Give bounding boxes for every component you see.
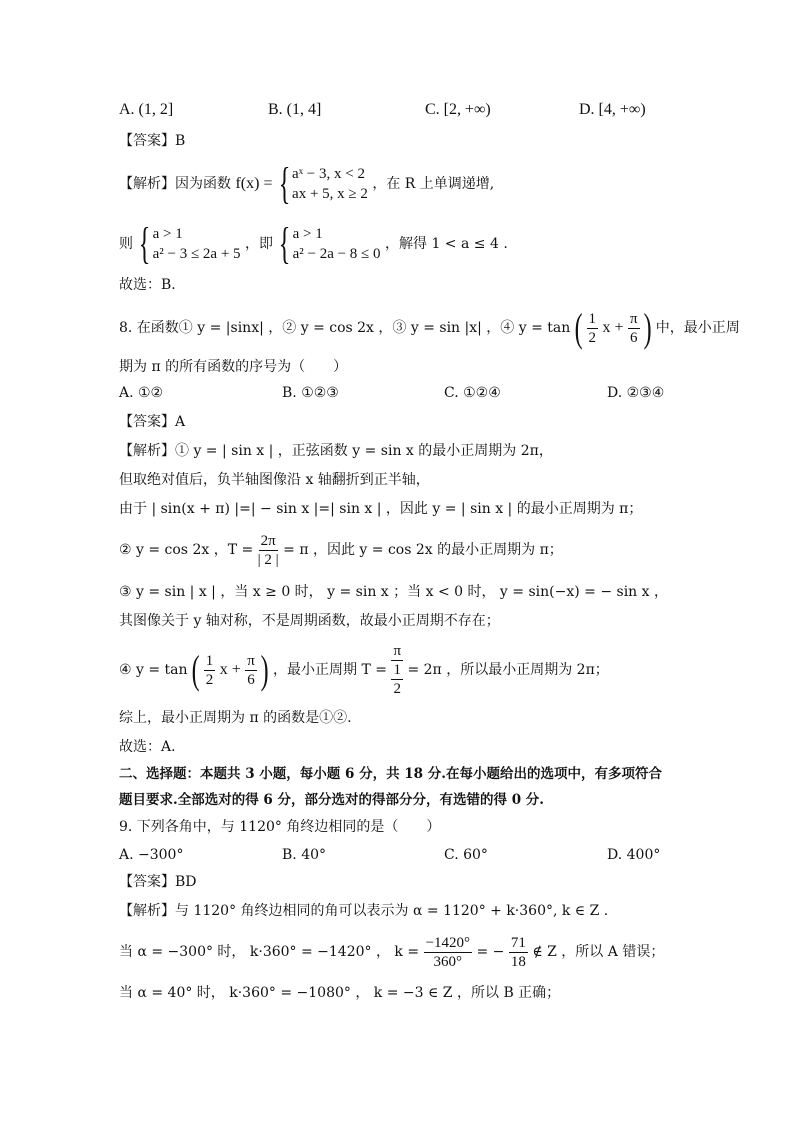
section2-line2: 题目要求.全部选对的得 6 分，部分选对的得部分分，有选错的得 0 分. <box>119 792 544 808</box>
q7-answer: 【答案】B <box>119 133 186 149</box>
q9-l2-a: 当 α = −300° 时， k·360° = −1420° ， k = <box>119 944 420 960</box>
q8-l7-tnum: π <box>393 643 402 659</box>
right-paren-icon: ) <box>260 647 269 692</box>
q7-result: ，解得 1 < a ≤ 4 . <box>385 236 508 252</box>
q7-sys1-row1: a > 1 <box>152 226 183 242</box>
q7-choose: 故选：B. <box>119 277 176 293</box>
q7-ji: ，即 <box>245 236 273 252</box>
q8-analysis-l1: 【解析】① y = | sin x | ，正弦函数 y = sin x 的最小正周期为 2π， <box>119 443 553 459</box>
q8-l4-num: 2π <box>260 532 276 549</box>
left-brace-icon: { <box>279 219 291 268</box>
q8-l7-tden-num: 1 <box>393 662 401 678</box>
q8-stem-tail: 中，最小正周 <box>655 320 740 336</box>
q8-l4-b: = π ，因此 y = cos 2x 的最小正周期为 π； <box>283 542 563 558</box>
q8-l7-frac-t <box>391 642 403 698</box>
left-paren-icon: ( <box>191 647 200 692</box>
q8-option-d: D. ②③④ <box>607 385 665 401</box>
q8-choose: 故选：A. <box>119 739 176 755</box>
q9-l2-eq: = − <box>476 944 505 960</box>
right-paren-icon: ) <box>643 305 652 350</box>
q8-stem-a: 8. 在函数① y = |sinx| ，② y = cos 2x ，③ y = sin |x| ，④ y = tan <box>119 320 571 336</box>
section2-line1: 二、选择题：本题共 3 小题，每小题 6 分，共 18 分.在每小题给出的选项中，有多项符合 <box>119 766 662 782</box>
q8-analysis-l4 <box>119 528 563 572</box>
q8-l4-a: ② y = cos 2x ，T = <box>119 542 254 558</box>
q8-option-c: C. ①②④ <box>444 385 501 401</box>
q7-system-2 <box>277 219 381 268</box>
q8-frac-1 <box>587 310 599 347</box>
q8-l7-frac-1 <box>204 652 216 689</box>
q9-option-a: A. −300° <box>119 847 184 863</box>
q9-l2-b: ∉ Z ，所以 A 错误； <box>532 944 665 960</box>
q8-l7-num2: π <box>247 652 255 669</box>
q8-frac-2-num: π <box>629 310 638 327</box>
q9-l2-num2: 71 <box>510 934 526 951</box>
left-brace-icon: { <box>139 219 151 268</box>
q8-l7-a: ④ y = tan <box>119 662 188 678</box>
q9-answer: 【答案】BD <box>119 874 197 890</box>
q8-analysis-l6: 其图像关于 y 轴对称，不是周期函数，故最小正周期不存在； <box>119 613 500 629</box>
q7-sys2-row1: a > 1 <box>292 226 323 242</box>
q7-analysis-lead: 【解析】因为函数 <box>119 176 236 192</box>
q7-system-1 <box>137 219 241 268</box>
q7-analysis-tail: ，在 R 上单调递增, <box>372 176 495 192</box>
q9-l2-num1: −1420° <box>425 934 471 951</box>
q8-l4-den: | 2 | <box>257 551 279 568</box>
q8-l7-mid: x + <box>219 661 241 678</box>
q9-option-b: B. 40° <box>282 847 327 863</box>
q8-frac-1-den: 2 <box>588 329 597 346</box>
q7-sys1-row2: a² − 3 ≤ 2a + 5 <box>152 246 241 262</box>
q8-frac-2 <box>628 310 640 347</box>
left-brace-icon: { <box>278 159 291 208</box>
q8-l7-num1: 1 <box>205 652 214 669</box>
q9-l2-frac-1 <box>424 934 472 971</box>
q8-l7-b: ，最小正周期 T = <box>273 662 387 678</box>
q9-l2-frac-2 <box>509 934 528 971</box>
q8-l7-tden-frac <box>391 661 403 698</box>
q7-option-d: D. [4, +∞) <box>579 101 646 118</box>
q9-l2-den1: 360° <box>433 953 463 970</box>
q8-analysis-l2: 但取绝对值后，负半轴图像沿 x 轴翻折到正半轴， <box>119 472 430 488</box>
q9-option-c: C. 60° <box>444 847 488 863</box>
q7-case2: ax + 5, x ≥ 2 <box>292 186 368 202</box>
q8-analysis-l8: 综上，最小正周期为 π 的函数是①②. <box>119 710 352 726</box>
q7-case1: aˣ − 3, x < 2 <box>292 166 365 182</box>
q8-stem-mid: x + <box>602 319 624 336</box>
q8-stem-line2: 期为 π 的所有函数的序号为（ ） <box>119 359 348 375</box>
q8-l7-tden <box>391 661 403 698</box>
q8-l7-tden-den: 2 <box>393 681 401 697</box>
q7-analysis-line2 <box>119 219 508 268</box>
q9-option-d: D. 400° <box>607 847 661 863</box>
q9-stem: 9. 下列各角中，与 1120° 角终边相同的是（ ） <box>119 819 441 835</box>
q7-piecewise <box>277 159 368 208</box>
q7-fx: f(x) = <box>235 175 273 192</box>
q7-then: 则 <box>119 236 133 252</box>
q8-answer: 【答案】A <box>119 414 186 430</box>
q8-stem-line1 <box>119 306 740 350</box>
q8-option-b: B. ①②③ <box>282 385 339 401</box>
q8-l7-frac-2 <box>245 652 257 689</box>
q9-analysis-l1: 【解析】与 1120° 角终边相同的角可以表示为 α = 1120° + k·360°, k ∈ Z . <box>119 903 609 919</box>
q9-l2-den2: 18 <box>510 953 526 970</box>
q7-option-b: B. (1, 4] <box>268 101 322 118</box>
q8-l7-den1: 2 <box>205 671 214 688</box>
q8-frac-1-num: 1 <box>588 310 597 327</box>
q8-l7-den2: 6 <box>247 671 255 688</box>
q7-option-a: A. (1, 2] <box>119 101 174 118</box>
q8-l4-frac <box>258 532 279 569</box>
q9-analysis-l3: 当 α = 40° 时， k·360° = −1080° ， k = −3 ∈ Z ，所以 B 正确； <box>119 985 561 1001</box>
q9-analysis-l2 <box>119 930 664 974</box>
q8-option-a: A. ①② <box>119 385 164 401</box>
left-paren-icon: ( <box>574 305 583 350</box>
q8-analysis-l7 <box>119 642 609 698</box>
q7-option-c: C. [2, +∞) <box>425 101 491 118</box>
q8-l7-c: = 2π ，所以最小正周期为 2π； <box>407 662 609 678</box>
q8-analysis-l3: 由于 | sin(x + π) |=| − sin x |=| sin x | ，因此 y = | sin x | 的最小正周期为 π； <box>119 501 643 517</box>
q7-sys2-row2: a² − 2a − 8 ≤ 0 <box>292 246 381 262</box>
q8-frac-2-den: 6 <box>629 329 638 346</box>
q8-analysis-l5: ③ y = sin | x | ，当 x ≥ 0 时， y = sin x ；当 x < 0 时， y = sin(−x) = − sin x ， <box>119 584 668 600</box>
q7-analysis-line1 <box>119 159 495 208</box>
